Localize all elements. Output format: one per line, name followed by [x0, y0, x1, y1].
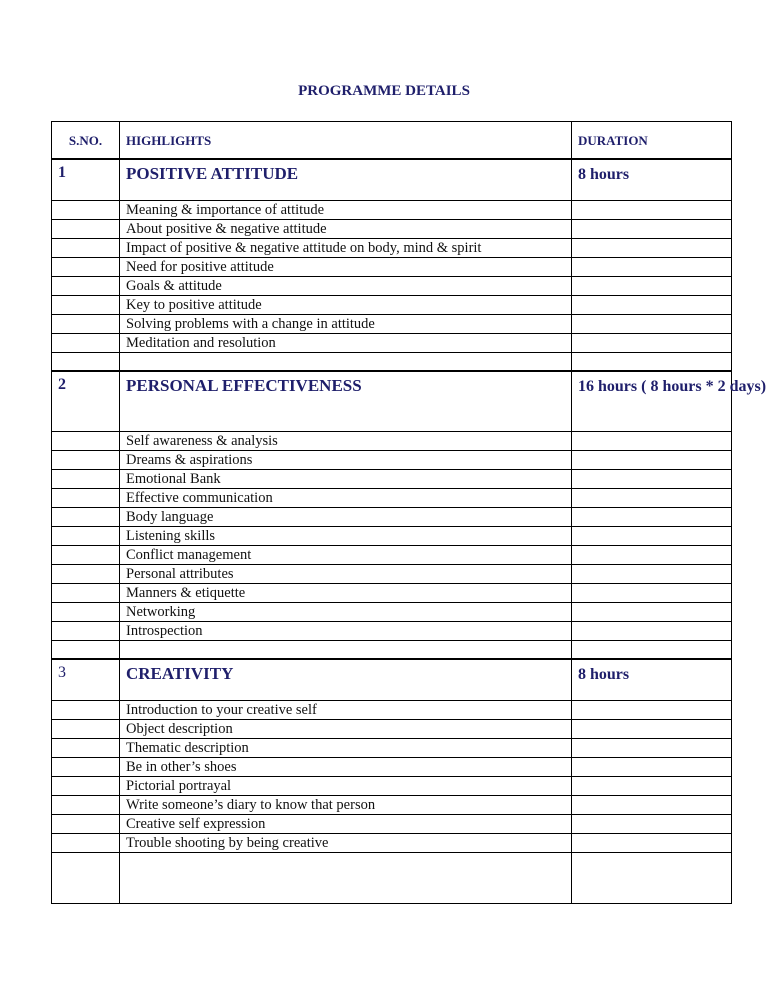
topic-item: Introduction to your creative self [120, 701, 572, 720]
topic-item: Manners & etiquette [120, 584, 572, 603]
topic-item: Self awareness & analysis [120, 432, 572, 451]
topic-item: Conflict management [120, 546, 572, 565]
topic-item: Dreams & aspirations [120, 451, 572, 470]
section-title: PERSONAL EFFECTIVENESS [120, 371, 572, 432]
section-duration: 16 hours ( 8 hours * 2 days) [572, 371, 732, 432]
section-row [52, 159, 732, 201]
topic-item: Trouble shooting by being creative [120, 834, 572, 853]
topic-item: Meaning & importance of attitude [120, 201, 572, 220]
topic-row [52, 432, 732, 451]
topic-item: Solving problems with a change in attitude [120, 315, 572, 334]
header-duration: DURATION [572, 122, 732, 160]
section-row [52, 659, 732, 701]
topic-row [52, 220, 732, 239]
section-title: POSITIVE ATTITUDE [120, 159, 572, 201]
topic-row [52, 277, 732, 296]
topic-row [52, 201, 732, 220]
page-title: PROGRAMME DETAILS [298, 83, 470, 99]
topic-item: Be in other’s shoes [120, 758, 572, 777]
topic-item: Thematic description [120, 739, 572, 758]
topic-row [52, 565, 732, 584]
topic-row [52, 701, 732, 720]
topic-row [52, 720, 732, 739]
topic-item: Networking [120, 603, 572, 622]
topic-row [52, 315, 732, 334]
section-number: 1 [52, 159, 120, 201]
topic-row [52, 527, 732, 546]
topic-item: Object description [120, 720, 572, 739]
topic-item: Write someone’s diary to know that person [120, 796, 572, 815]
empty-row [52, 853, 732, 904]
section-duration: 8 hours [572, 159, 732, 201]
topic-row [52, 603, 732, 622]
topic-row [52, 489, 732, 508]
topic-item: Meditation and resolution [120, 334, 572, 353]
section-number: 2 [52, 371, 120, 432]
topic-row [52, 508, 732, 527]
topic-item: Pictorial portrayal [120, 777, 572, 796]
topic-row [52, 796, 732, 815]
topic-row [52, 470, 732, 489]
topic-row [52, 777, 732, 796]
topic-item: Goals & attitude [120, 277, 572, 296]
topic-item: Emotional Bank [120, 470, 572, 489]
topic-row [52, 584, 732, 603]
section-title: CREATIVITY [120, 659, 572, 701]
topic-item: Personal attributes [120, 565, 572, 584]
section-duration: 8 hours [572, 659, 732, 701]
topic-row [52, 258, 732, 277]
topic-row [52, 739, 732, 758]
section-row [52, 371, 732, 432]
topic-row [52, 296, 732, 315]
topic-row [52, 834, 732, 853]
topic-item: Body language [120, 508, 572, 527]
topic-row [52, 758, 732, 777]
header-highlights: HIGHLIGHTS [120, 122, 572, 160]
topic-item: Introspection [120, 622, 572, 641]
programme-table [51, 121, 767, 904]
topic-item: Impact of positive & negative attitude on body, mind & spirit [120, 239, 572, 258]
topic-item: Listening skills [120, 527, 572, 546]
topic-item: About positive & negative attitude [120, 220, 572, 239]
section-number: 3 [52, 659, 120, 701]
topic-row [52, 334, 732, 353]
topic-item: Creative self expression [120, 815, 572, 834]
topic-row [52, 451, 732, 470]
spacer-row [52, 353, 732, 372]
header-sno: S.NO. [52, 122, 120, 160]
topic-item: Key to positive attitude [120, 296, 572, 315]
topic-item: Need for positive attitude [120, 258, 572, 277]
spacer-row [52, 641, 732, 660]
topic-item: Effective communication [120, 489, 572, 508]
topic-row [52, 239, 732, 258]
table-header-row [52, 122, 732, 160]
topic-row [52, 546, 732, 565]
topic-row [52, 815, 732, 834]
topic-row [52, 622, 732, 641]
